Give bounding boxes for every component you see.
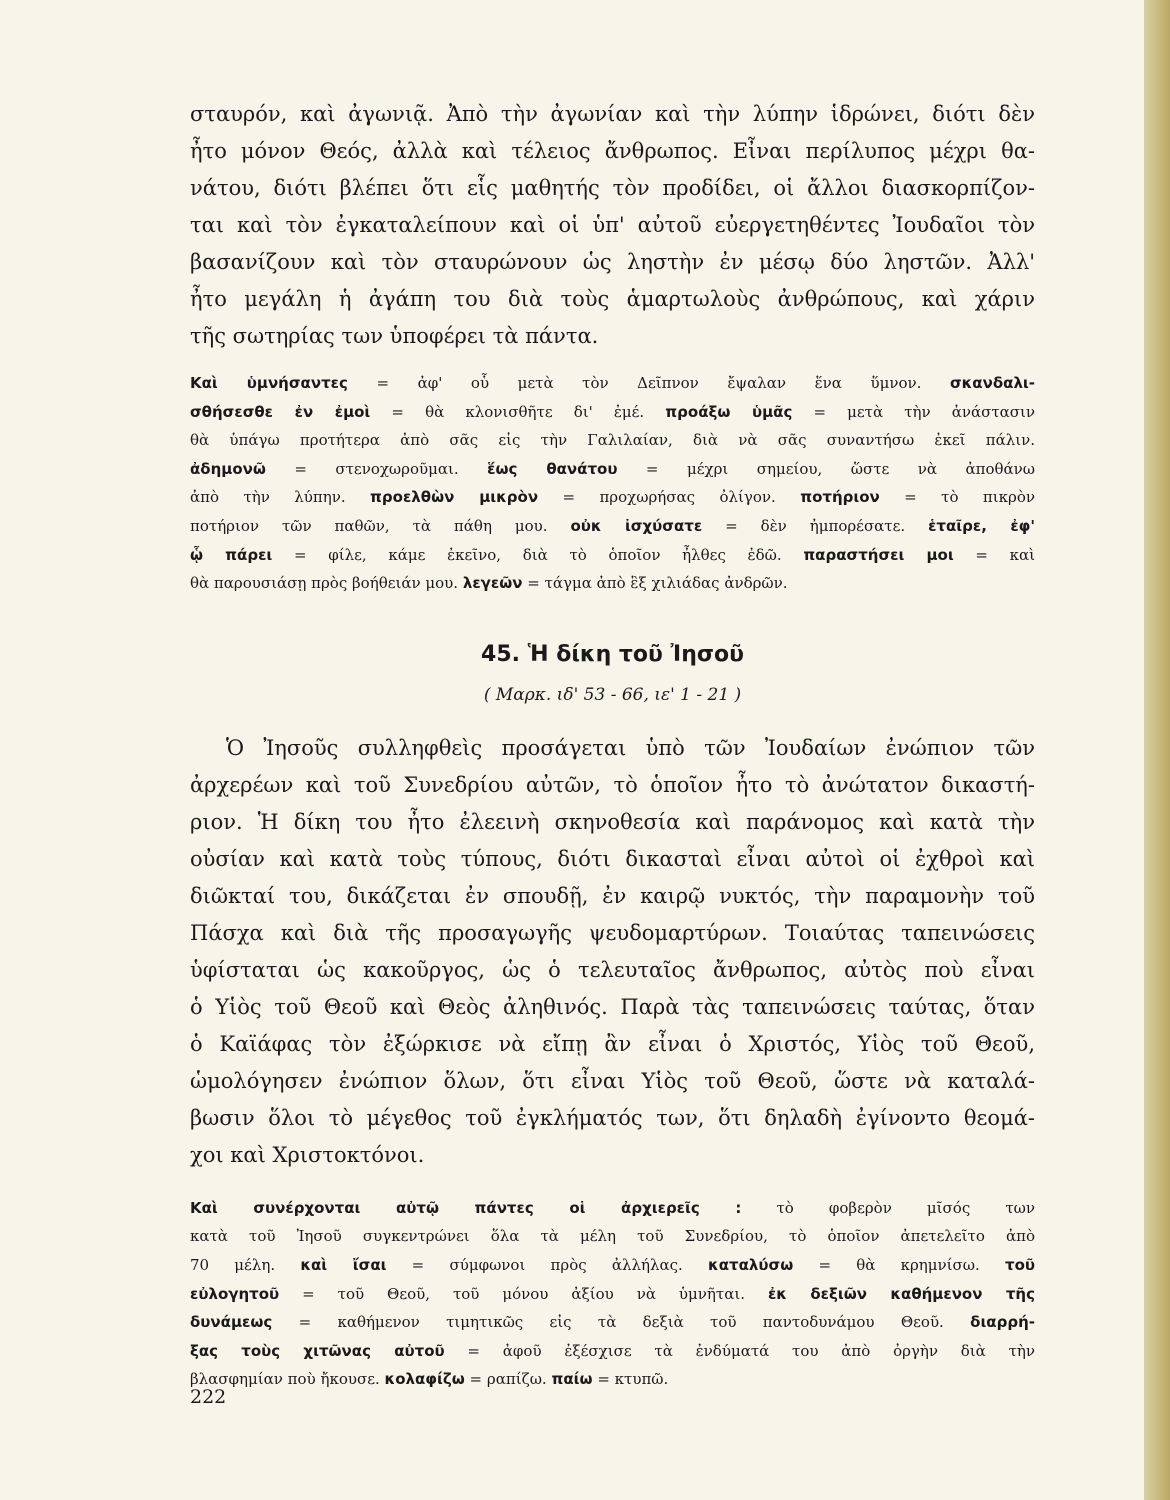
glossary-definition: = τοῦ Θεοῦ, τοῦ μόνου ἀξίου νὰ ὑμνῆται. xyxy=(279,1284,768,1303)
glossary-definition: = μετὰ τὴν ἀνάστασιν xyxy=(792,402,1035,421)
text-line: ται καὶ τὸν ἐγκαταλείπουν καὶ οἱ ὑπ' αὐτοῦ εὐεργετηθέντες Ἰουδαῖοι τὸν xyxy=(190,213,1035,237)
page-edge xyxy=(1144,0,1170,1500)
text-line: βωσιν ὅλοι τὸ μέγεθος τοῦ ἐγκλήματός των, ὅτι δηλαδὴ ἐγίνοντο θεομά- xyxy=(190,1105,1035,1130)
glossary-definition: = προχωρήσας ὀλίγον. xyxy=(538,488,801,507)
glossary-line xyxy=(190,426,1035,455)
glossary-term: ξας τοὺς χιτῶνας αὐτοῦ xyxy=(190,1341,445,1360)
glossary-line xyxy=(190,1222,1035,1251)
glossary-term: ᾧ πάρει xyxy=(190,545,273,564)
text-line: ἦτο μόνον Θεός, ἀλλὰ καὶ τέλειος ἄνθρωπος. Εἶναι περίλυπος μέχρι θα- xyxy=(190,139,1035,163)
text-line: ὁ Υἱὸς τοῦ Θεοῦ καὶ Θεὸς ἀληθινός. Παρὰ τὰς ταπεινώσεις ταύτας, ὅταν xyxy=(190,994,1035,1019)
glossary-term: προελθὼν μικρὸν xyxy=(370,488,539,507)
text-line: βασανίζουν καὶ τὸν σταυρώνουν ὡς ληστὴν ἐν μέσῳ δύο ληστῶν. Ἀλλ' xyxy=(190,250,1035,274)
glossary-line xyxy=(190,1308,1035,1337)
glossary-definition: = φίλε, κάμε ἐκεῖνο, διὰ τὸ ὁποῖον ἦλθες ἐδῶ. xyxy=(272,545,804,564)
glossary-term: παίω xyxy=(551,1370,593,1389)
glossary-definition: = καθήμενον τιμητικῶς εἰς τὰ δεξιὰ τοῦ παντοδυνάμου Θεοῦ. xyxy=(272,1313,971,1332)
glossary-term: παραστήσει μοι xyxy=(803,545,954,564)
paragraph-2 xyxy=(190,730,1035,1174)
glossary-definition: 70 μέλη. xyxy=(190,1255,301,1274)
glossary-definition: = στενοχωροῦμαι. xyxy=(265,459,488,478)
glossary-term: τοῦ xyxy=(1005,1255,1036,1274)
glossary-2 xyxy=(190,1194,1035,1394)
text-line: νάτου, διότι βλέπει ὅτι εἷς μαθητής τὸν προδίδει, οἱ ἄλλοι διασκορπίζον- xyxy=(190,176,1035,200)
scripture-reference: ( Μαρκ. ιδ' 53 - 66, ιε' 1 - 21 ) xyxy=(483,684,742,705)
glossary-line xyxy=(190,512,1035,541)
glossary-definition: = τὸ πικρὸν xyxy=(879,488,1035,507)
glossary-term: σθήσεσθε ἐν ἐμοὶ xyxy=(190,402,371,421)
glossary-term: ἑταῖρε, ἐφ' xyxy=(928,516,1035,535)
glossary-line xyxy=(190,1251,1035,1280)
paragraph-1 xyxy=(190,96,1035,355)
text-line: ριον. Ἡ δίκη του ἦτο ἐλεεινὴ σκηνοθεσία καὶ παράνομος καὶ κατὰ τὴν xyxy=(190,809,1035,834)
text-line: χοι καὶ Χριστοκτόνοι. xyxy=(190,1142,425,1167)
glossary-definition: = δὲν ἠμπορέσατε. xyxy=(702,516,929,535)
glossary-definition: βλασφημίαν ποὺ ἤκουσε. xyxy=(190,1370,385,1389)
glossary-line xyxy=(190,398,1035,427)
text-line: οὐσίαν καὶ κατὰ τοὺς τύπους, διότι δικασταὶ εἶναι αὐτοὶ οἱ ἐχθροὶ καὶ xyxy=(190,846,1035,871)
glossary-line xyxy=(190,569,1035,598)
text-line: ὁ Καϊάφας τὸν ἐξώρκισε νὰ εἴπῃ ἂν εἶναι ὁ Χριστός, Υἱὸς τοῦ Θεοῦ, xyxy=(190,1031,1035,1056)
glossary-term: οὐκ ἰσχύσατε xyxy=(570,516,703,535)
glossary-term: κολαφίζω xyxy=(384,1370,465,1389)
glossary-term: ποτήριον xyxy=(800,488,880,507)
glossary-definition: = ραπίζω. xyxy=(464,1370,552,1389)
glossary-term: καταλύσω xyxy=(708,1255,794,1274)
glossary-definition: = μέχρι σημείου, ὥστε νὰ ἀποθάνω xyxy=(617,459,1035,478)
book-page xyxy=(190,96,1035,1394)
glossary-term: σκανδαλι- xyxy=(949,374,1036,392)
glossary-term: ἀδημονῶ xyxy=(190,459,266,478)
text-line: ὑφίσταται ὡς κακοῦργος, ὡς ὁ τελευταῖος ἄνθρωπος, αὐτὸς ποὺ εἶναι xyxy=(190,957,1035,982)
glossary-line xyxy=(190,1365,1035,1394)
glossary-definition: κατὰ τοῦ Ἰησοῦ συγκεντρώνει ὅλα τὰ μέλη τοῦ Συνεδρίου, τὸ ὁποῖον ἀπετελεῖτο ἀπὸ xyxy=(190,1227,1035,1246)
glossary-definition: = ἀφοῦ ἐξέσχισε τὰ ἐνδύματά του ἀπὸ ὀργὴν διὰ τὴν xyxy=(444,1341,1035,1360)
text-line: ἦτο μεγάλη ἡ ἀγάπη του διὰ τοὺς ἁμαρτωλοὺς ἀνθρώπους, καὶ χάριν xyxy=(190,287,1035,311)
glossary-definition: = ἀφ' οὗ μετὰ τὸν Δεῖπνον ἔψαλαν ἕνα ὕμνον. xyxy=(347,374,950,392)
page-number: 222 xyxy=(190,1386,227,1408)
glossary-term: ἕως θανάτου xyxy=(487,459,618,478)
glossary-definition: = θὰ κλονισθῆτε δι' ἐμέ. xyxy=(370,402,666,421)
glossary-term: διαρρή- xyxy=(970,1313,1035,1332)
glossary-definition: τὸ φοβερὸν μῖσός των xyxy=(741,1198,1035,1217)
glossary-line xyxy=(190,369,1035,398)
text-line: διῶκταί του, δικάζεται ἐν σπουδῇ, ἐν καιρῷ νυκτός, τὴν παραμονὴν τοῦ xyxy=(190,883,1035,908)
glossary-definition: = καὶ xyxy=(953,545,1036,564)
glossary-definition: θὰ παρουσιάσῃ πρὸς βοήθειάν μου. xyxy=(190,574,463,593)
glossary-1 xyxy=(190,369,1035,598)
glossary-line xyxy=(190,541,1035,570)
text-line: ὡμολόγησεν ἐνώπιον ὅλων, ὅτι εἶναι Υἱὸς τοῦ Θεοῦ, ὥστε νὰ καταλά- xyxy=(190,1068,1035,1093)
glossary-definition: = κτυπῶ. xyxy=(592,1370,669,1389)
glossary-line xyxy=(190,1194,1035,1223)
glossary-term: Καὶ ὑμνήσαντες xyxy=(190,374,348,392)
glossary-line xyxy=(190,1337,1035,1366)
text-line: Ὁ Ἰησοῦς συλληφθεὶς προσάγεται ὑπὸ τῶν Ἰουδαίων ἐνώπιον τῶν xyxy=(226,735,1035,760)
glossary-definition: = σύμφωνοι πρὸς ἀλλήλας. xyxy=(386,1255,709,1274)
glossary-line xyxy=(190,455,1035,484)
text-line: σταυρόν, καὶ ἀγωνιᾷ. Ἀπὸ τὴν ἀγωνίαν καὶ τὴν λύπην ἱδρώνει, διότι δὲν xyxy=(190,102,1035,126)
glossary-term: Καὶ συνέρχονται αὐτῷ πάντες οἱ ἀρχιερεῖς : xyxy=(190,1198,742,1217)
glossary-term: δυνάμεως xyxy=(190,1313,273,1332)
text-line: τῆς σωτηρίας των ὑποφέρει τὰ πάντα. xyxy=(190,324,599,348)
glossary-term: καὶ ἴσαι xyxy=(300,1255,387,1274)
glossary-definition: ἀπὸ τὴν λύπην. xyxy=(190,488,371,507)
section-heading: 45. Ἡ δίκη τοῦ Ἰησοῦ xyxy=(481,641,744,667)
glossary-definition: θὰ ὑπάγω προτήτερα ἀπὸ σᾶς εἰς τὴν Γαλιλαίαν, διὰ νὰ σᾶς συναντήσω ἐκεῖ πάλιν. xyxy=(190,431,1035,450)
glossary-line xyxy=(190,1280,1035,1309)
glossary-term: εὐλογητοῦ xyxy=(190,1284,280,1303)
text-line: ἀρχερέων καὶ τοῦ Συνεδρίου αὐτῶν, τὸ ὁποῖον ἦτο τὸ ἀνώτατον δικαστή- xyxy=(190,772,1035,797)
glossary-line xyxy=(190,483,1035,512)
glossary-definition: = θὰ κρημνίσω. xyxy=(793,1255,1005,1274)
glossary-term: λεγεῶν xyxy=(462,574,523,593)
glossary-term: προάξω ὑμᾶς xyxy=(665,402,793,421)
glossary-definition: = τάγμα ἀπὸ ἓξ χιλιάδας ἀνδρῶν. xyxy=(522,574,788,593)
text-line: Πάσχα καὶ διὰ τῆς προσαγωγῆς ψευδομαρτύρων. Τοιαύτας ταπεινώσεις xyxy=(190,920,1035,945)
glossary-term: ἐκ δεξιῶν καθήμενον τῆς xyxy=(767,1284,1035,1303)
glossary-definition: ποτήριον τῶν παθῶν, τὰ πάθη μου. xyxy=(190,516,571,535)
